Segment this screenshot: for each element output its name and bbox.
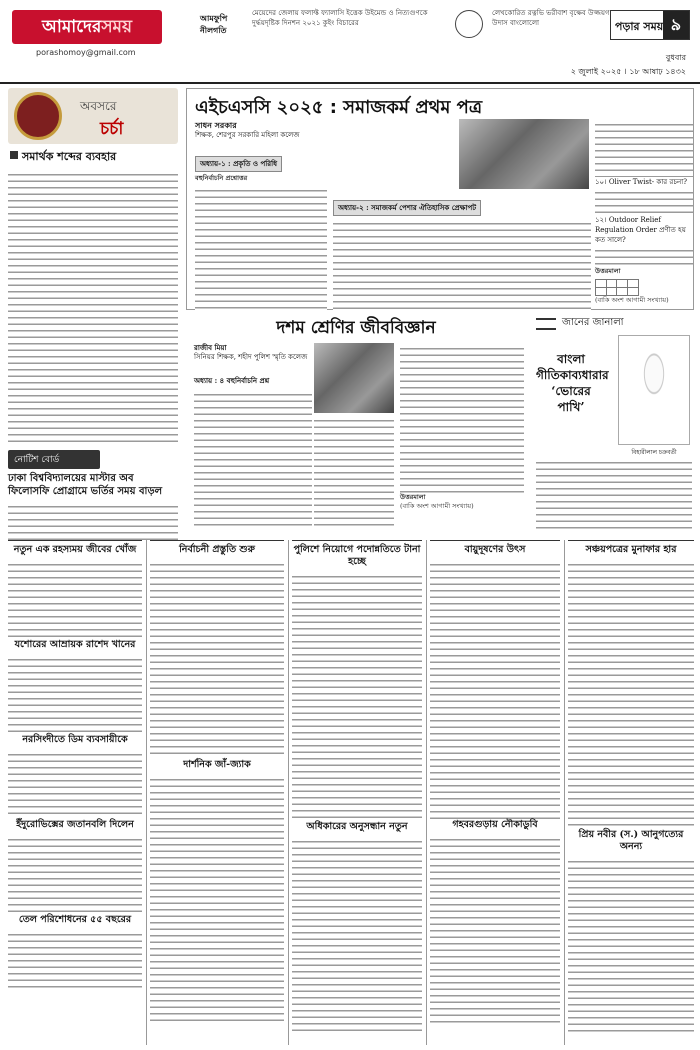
news-headline[interactable]: নরসিংদীতে ডিম ব্যবসায়ীকে: [22, 734, 128, 745]
logo-main: আমাদের: [42, 17, 102, 37]
masthead-keywords: আমফুপি নীলগতি: [200, 13, 228, 35]
notice-body: [8, 501, 178, 545]
hsc-author-name: সাধন সরকার: [195, 120, 237, 130]
hsc-column-right: [595, 119, 693, 307]
news-headline[interactable]: নতুন এক রহস্যময় জীবের খোঁজ: [13, 544, 137, 555]
bio-author-name: রাজীব মিয়া: [194, 343, 227, 352]
page-number: ৯: [663, 11, 689, 39]
news-headline[interactable]: দার্শনিক জাঁ-জ্যাক: [183, 759, 251, 770]
bio-continued: (বাকি অংশ আগামী সংখ্যায়): [400, 502, 474, 510]
bio-author: [194, 343, 307, 362]
news-headline[interactable]: যশোরের আম্রায়ক রাশেদ খানের: [14, 639, 136, 650]
news-body: [8, 749, 142, 819]
hsc-chapter-b: অধ্যায়-২ : সমাজকর্ম পেশার ঐতিহাসিক প্রেক্ষাপট: [333, 200, 481, 216]
hsc-answer-table: [595, 279, 639, 296]
obosor-article-body: [8, 169, 178, 447]
news-col-3: [292, 540, 422, 1036]
news-headline[interactable]: অধিকারের অনুসন্ধান নতুন: [306, 821, 408, 832]
obosor-charcha-section: [8, 88, 178, 448]
notice-board: [8, 450, 178, 550]
masthead-blurb-1: মেয়েদের জেলায় ফলাফ্ট ফ্যালাসি ইত্তেক উইমেন্ড ও নিত্যগুণকে দুর্দ্ধয়দৃষ্টিক দিনশন ২০২১ কুইং বিচারের: [252, 9, 428, 27]
news-body: [8, 834, 142, 914]
news-body: [150, 559, 284, 759]
news-headline[interactable]: তেল পরিশোধনের ৫৫ বছরের: [18, 914, 132, 925]
weekday: বুধবার: [665, 53, 686, 62]
obosor-banner: [8, 88, 178, 144]
bio-chapter: অধ্যায় : ৪ বহুনির্বাচনি প্রশ্ন: [194, 376, 270, 385]
hsc-oliver-question: ১০। Oliver Twist- কার রচনা?: [595, 178, 687, 186]
bio-column-right: [400, 343, 524, 527]
news-headline[interactable]: সঞ্চয়পত্রের মুনাফার হার: [585, 544, 677, 555]
news-col-4: [430, 540, 560, 1024]
hsc-right-body-2: [595, 187, 693, 215]
news-body: [430, 559, 560, 819]
news-body: [8, 929, 142, 989]
jnan-label: জানের জানালা: [532, 315, 694, 329]
jnan-title[interactable]: বাংলা গীতিকাব্যধারার ‘ভোরের পাখি’: [536, 352, 609, 414]
news-body: [430, 834, 560, 1024]
poet-portrait: [618, 335, 690, 445]
newspaper-logo[interactable]: [12, 10, 162, 44]
column-divider: [426, 540, 427, 1045]
hsc-social-work-section: [186, 88, 694, 310]
news-body: [568, 856, 694, 1036]
hsc-column-mid: [333, 195, 591, 307]
quill-emblem-icon: [455, 10, 483, 38]
news-body: [8, 654, 142, 734]
hsc-right-body: [595, 119, 693, 177]
hsc-chapter-a-sub: বহুনির্বাচনি প্রশ্নোত্তর: [195, 174, 248, 182]
news-body: [150, 774, 284, 1024]
bio-right-body: [400, 343, 524, 493]
column-divider: [564, 540, 565, 1045]
notice-label: নোটিশ বোর্ড: [8, 450, 100, 469]
column-divider: [288, 540, 289, 1045]
obosor-article-title[interactable]: সমার্থক শব্দের ব্যবহার: [8, 148, 178, 167]
section-name: পড়ার সময়: [615, 20, 664, 33]
section-box: [610, 10, 690, 40]
exam-hall-photo: [459, 119, 589, 189]
hsc-author-role: শিক্ষক, শেরপুর সরকারি মহিলা কলেজ: [195, 131, 300, 139]
obosor-head-small: অবসরে: [80, 99, 117, 113]
class-ten-biology-section: [186, 315, 526, 535]
news-headline[interactable]: নির্বাচনী প্রস্তুতি শুরু: [179, 544, 255, 555]
hsc-answer-label: উত্তরমালা: [595, 267, 621, 275]
bio-left-body: [194, 389, 312, 527]
bio-title[interactable]: দশম শ্রেণির জীববিজ্ঞান: [276, 318, 436, 338]
hsc-right-body-3: [595, 245, 693, 267]
news-headline[interactable]: পুলিশে নিয়োগে পদোন্নতিতে টানা হচ্ছে: [293, 544, 421, 567]
hsc-chapter-a: অধ্যায়-১ : প্রকৃতি ও পরিধি: [195, 156, 282, 172]
notice-title[interactable]: ঢাকা বিশ্ববিদ্যালয়ের মাস্টার অব ফিলোসফি প্রোগ্রামে ভর্তির সময় বাড়ল: [8, 473, 163, 497]
knowledge-window: [532, 315, 694, 535]
hsc-continued: (বাকি অংশ আগামী সংখ্যায়): [595, 296, 669, 304]
hsc-order-question: ১২। Outdoor Relief Regulation Order প্রণীত হয় কত সালে?: [595, 216, 686, 244]
hsc-left-body: [195, 185, 327, 311]
column-divider: [146, 540, 147, 1045]
hsc-mid-body: [333, 218, 591, 314]
news-body: [292, 571, 422, 821]
news-body: [568, 559, 694, 829]
masthead-blurb-2: লেখকোরিত রত্নভি ভরীবাশ বৃক্ষেব উজ্জয়গ উদাস বাংলোলো: [492, 9, 610, 27]
portrait-caption: বিহারীলাল চক্রবর্তী: [631, 449, 677, 456]
news-headline[interactable]: বায়ুদূষণের উৎস: [464, 544, 526, 555]
bio-answer-label: উত্তরমালা: [400, 493, 426, 501]
book-seal-icon: [14, 92, 62, 140]
news-headline[interactable]: ইঁদুরোভিক্সের জতানবলি দিলেন: [16, 819, 134, 830]
jnan-body: [536, 457, 692, 533]
bio-mid-body: [314, 415, 394, 527]
hsc-column-left: [195, 151, 327, 306]
students-exam-photo: [314, 343, 394, 413]
news-headline[interactable]: গহবরগুড়ায় নৌকাডুবি: [452, 819, 538, 830]
news-col-1: [8, 540, 142, 989]
news-col-2: [150, 540, 284, 1024]
hsc-title[interactable]: এইচএসসি ২০২৫ : সমাজকর্ম প্রথম পত্র: [195, 97, 483, 118]
obosor-head-big: চর্চা: [100, 119, 124, 139]
news-col-5: [568, 540, 694, 1036]
dateline: ২ জুলাই ২০২৫ । ১৮ আষাঢ় ১৪৩২: [570, 67, 686, 76]
news-headline[interactable]: প্রিয় নবীর (স.) আনুগত্যের অনন্য: [578, 829, 684, 852]
masthead: [0, 0, 700, 84]
bio-author-role: সিনিয়র শিক্ষক, শহীদ পুলিশ স্মৃতি কলেজ: [194, 353, 308, 361]
hsc-author: [195, 121, 300, 140]
email[interactable]: porashomoy@gmail.com: [36, 48, 136, 57]
news-body: [292, 836, 422, 1036]
news-body: [8, 559, 142, 639]
logo-accent: সময়: [101, 17, 132, 37]
